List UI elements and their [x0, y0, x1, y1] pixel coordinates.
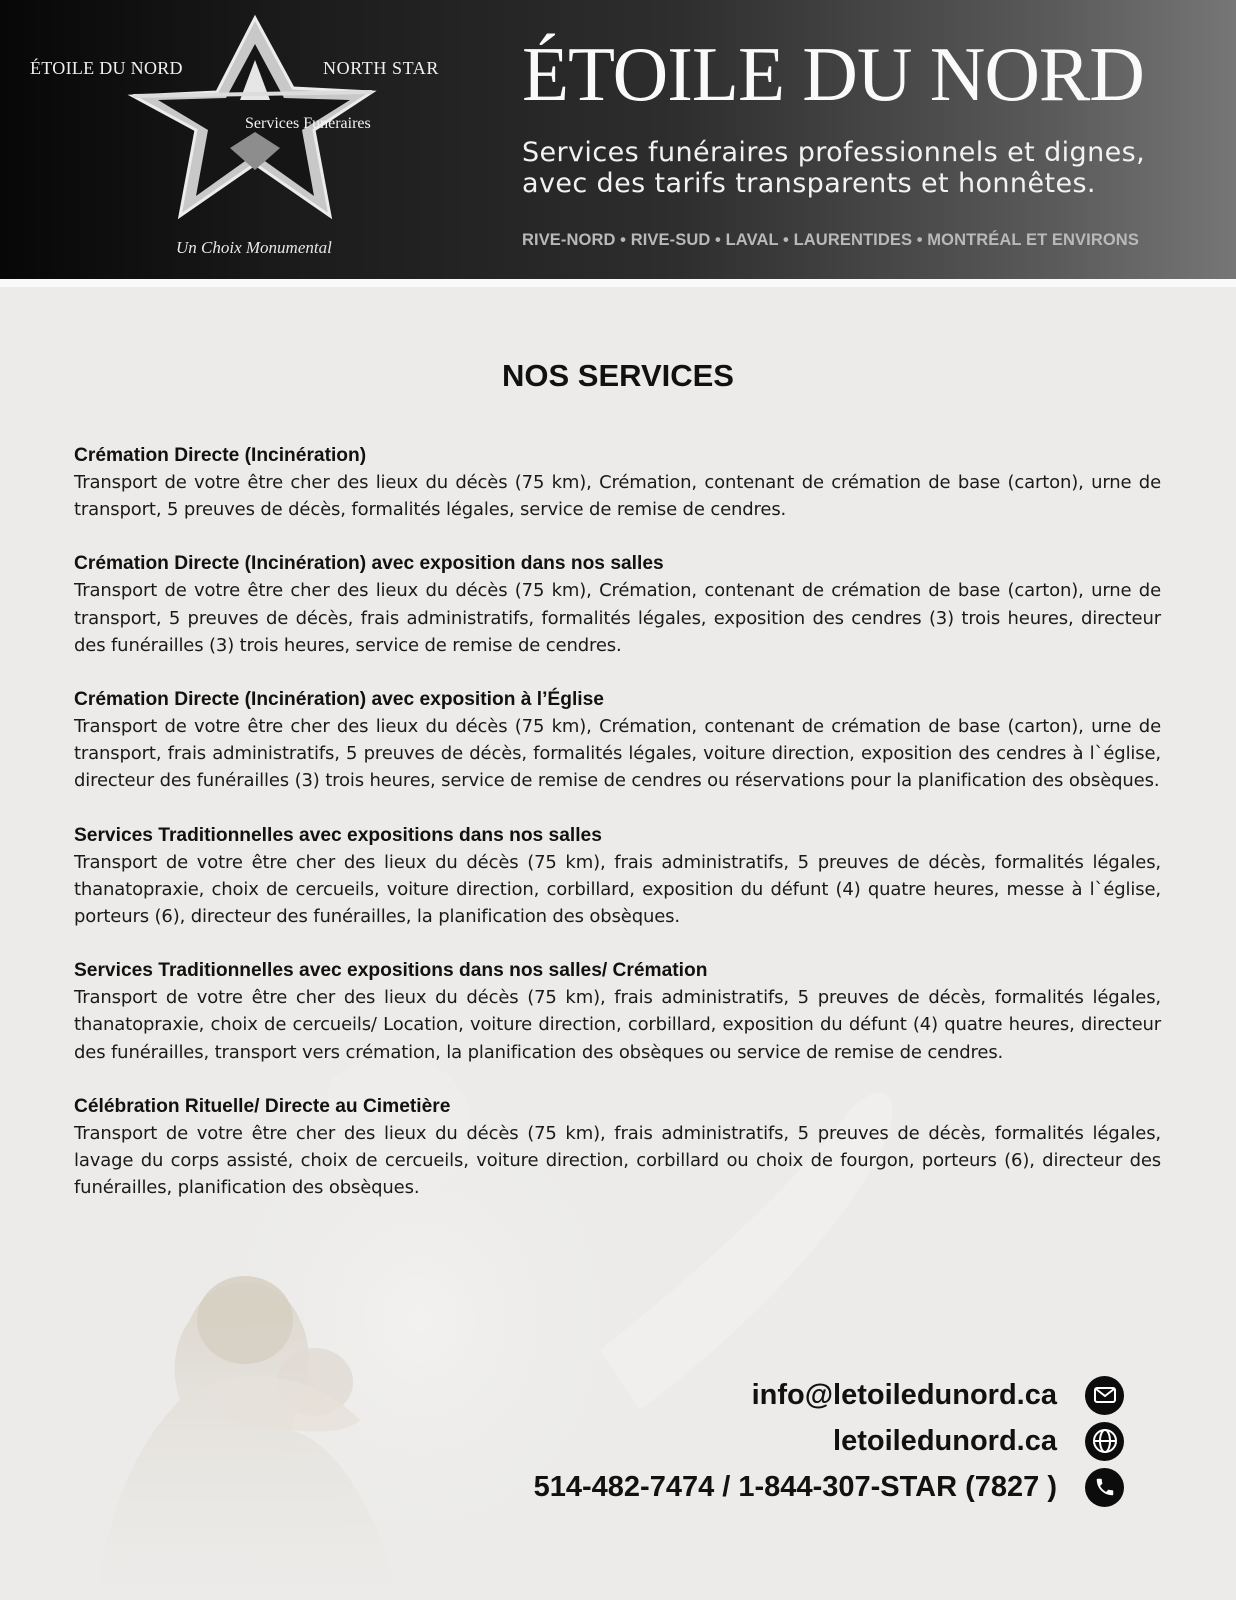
service-description: Transport de votre être cher des lieux du décès (75 km), Crémation, contenant de crémation de base (carton), urne de transport, 5 preuves de décès, frais administratifs, formalités légales, exposition des cendres (3) trois heures, directeur des funérailles (3) trois heures, service de remise de cendres.	[74, 580, 1161, 656]
contact-block	[534, 1372, 1124, 1510]
email-link[interactable]: info@letoiledunord.ca	[751, 1378, 1057, 1411]
service-item	[74, 1093, 1161, 1202]
logo-right-text: NORTH STAR	[323, 58, 439, 78]
service-item	[74, 686, 1161, 795]
service-title: Crémation Directe (Incinération)	[74, 445, 367, 466]
service-title: Célébration Rituelle/ Directe au Cimetière	[74, 1095, 451, 1117]
brand-subtitle-line: avec des tarifs transparents et honnêtes.	[522, 168, 1096, 199]
logo-tagline: Un Choix Monumental	[176, 238, 332, 257]
service-description: Transport de votre être cher des lieux du décès (75 km), Crémation, contenant de crémation de base (carton), urne de transport, 5 preuves de décès, formalités légales, service de remise de cendres.	[74, 472, 1161, 521]
phone-link[interactable]: 514-482-7474 / 1-844-307-STAR (7827 )	[533, 1470, 1057, 1503]
service-description: Transport de votre être cher des lieux du décès (75 km), Crémation, contenant de crémation de base (carton), urne de transport, frais administratifs, 5 preuves de décès, formalités légales, voiture direction, exposition des cendres à l`église, directeur des funérailles (3) trois heures, service de remise de cendres ou réservations pour la planification des obsèques.	[74, 716, 1161, 792]
contact-email-row	[534, 1372, 1124, 1418]
services-heading: NOS SERVICES	[501, 358, 734, 393]
service-item	[74, 442, 1161, 523]
logo	[0, 0, 500, 279]
brand-subtitle-line: Services funéraires professionnels et dignes,	[522, 137, 1146, 168]
service-item	[74, 957, 1161, 1066]
service-regions: RIVE-NORD • RIVE-SUD • LAVAL • LAURENTIDES • MONTRÉAL ET ENVIRONS	[522, 231, 1139, 249]
service-description: Transport de votre être cher des lieux du décès (75 km), frais administratifs, 5 preuves de décès, formalités légales, thanatopraxie, choix de cercueils, voiture direction, corbillard, exposition du défunt (4) quatre heures, messe à l`église, porteurs (6), directeur des funérailles, la planification des obsèques.	[74, 851, 1161, 928]
service-title: Crémation Directe (Incinération) avec exposition dans nos salles	[74, 553, 664, 575]
services-list	[74, 442, 1161, 1228]
header-divider	[0, 279, 1236, 287]
service-title: Services Traditionnelles avec expositions dans nos salles	[74, 824, 602, 846]
contact-phone-row	[534, 1464, 1124, 1510]
service-description: Transport de votre être cher des lieux du décès (75 km), frais administratifs, 5 preuves de décès, formalités légales, thanatopraxie, choix de cercueils/ Location, voiture direction, corbillard, exposition du défunt (4) quatre heures, directeur des funérailles, transport vers crémation, la planification des obsèques ou service de remise de cendres.	[74, 987, 1161, 1063]
service-item	[74, 550, 1161, 659]
service-item	[74, 822, 1161, 931]
service-description: Transport de votre être cher des lieux du décès (75 km), frais administratifs, 5 preuves de décès, formalités légales, lavage du corps assisté, choix de cercueils, voiture direction, corbillard ou choix de fourgon, porteurs (6), directeur des funérailles, planification des obsèques.	[74, 1122, 1161, 1199]
brand-title: ÉTOILE DU NORD	[522, 31, 1144, 117]
logo-left-text: ÉTOILE DU NORD	[30, 58, 183, 78]
website-link[interactable]: letoiledunord.ca	[833, 1424, 1057, 1457]
logo-center-text: Services Funéraires	[245, 115, 371, 132]
globe-icon	[1085, 1422, 1124, 1461]
service-title: Services Traditionnelles avec expositions dans nos salles/ Crémation	[74, 960, 708, 982]
service-title: Crémation Directe (Incinération) avec exposition à l’Église	[74, 689, 604, 711]
brand-subtitle	[522, 137, 1222, 199]
phone-icon	[1085, 1468, 1124, 1507]
contact-website-row	[534, 1418, 1124, 1464]
mail-icon	[1085, 1376, 1124, 1415]
header-banner	[0, 0, 1236, 279]
